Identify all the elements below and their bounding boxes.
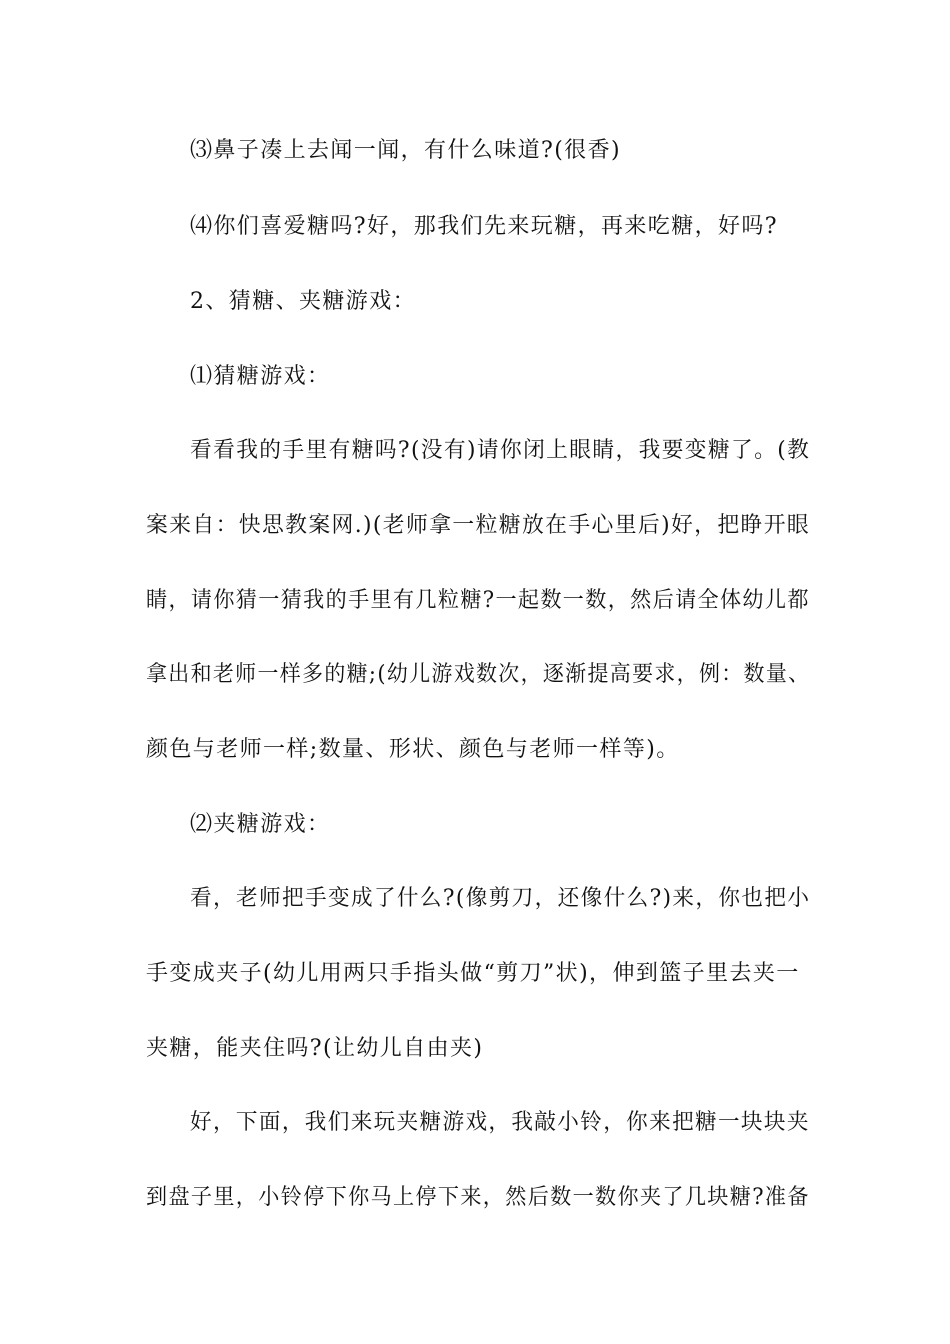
pinch-game-heading: ⑵夹糖游戏： [190, 812, 331, 837]
step-3-smell-line: ⑶鼻子凑上去闻一闻，有什么味道?(很香) [190, 138, 621, 163]
guess-game-paragraph-line-3: 睛，请你猜一猜我的手里有几粒糖?一起数一数，然后请全体幼儿都 [146, 588, 810, 613]
guess-game-paragraph-line-5: 颜色与老师一样;数量、形状、颜色与老师一样等)。 [146, 737, 680, 762]
guess-game-paragraph-line-2: 案来自：快思教案网.)(老师拿一粒糖放在手心里后)好，把睁开眼 [146, 513, 811, 538]
section-2-heading: 2、猜糖、夹糖游戏： [190, 289, 416, 314]
bell-game-paragraph-line-1: 好，下面，我们来玩夹糖游戏，我敲小铃，你来把糖一块块夹 [190, 1110, 810, 1135]
guess-game-heading: ⑴猜糖游戏： [190, 364, 331, 389]
pinch-game-paragraph-line-2: 手变成夹子(幼儿用两只手指头做“剪刀”状)，伸到篮子里去夹一 [146, 961, 800, 986]
guess-game-paragraph-line-1: 看看我的手里有糖吗?(没有)请你闭上眼睛，我要变糖了。(教 [190, 438, 811, 463]
step-4-like-candy-line: ⑷你们喜爱糖吗?好，那我们先来玩糖，再来吃糖，好吗? [190, 214, 778, 239]
guess-game-paragraph-line-4: 拿出和老师一样多的糖;(幼儿游戏数次，逐渐提高要求，例：数量、 [146, 662, 811, 687]
pinch-game-paragraph-line-1: 看，老师把手变成了什么?(像剪刀，还像什么?)来，你也把小 [190, 886, 811, 911]
bell-game-paragraph-line-2: 到盘子里，小铃停下你马上停下来，然后数一数你夹了几块糖?准备 [146, 1185, 810, 1210]
pinch-game-paragraph-line-3: 夹糖，能夹住吗?(让幼儿自由夹) [146, 1036, 484, 1061]
